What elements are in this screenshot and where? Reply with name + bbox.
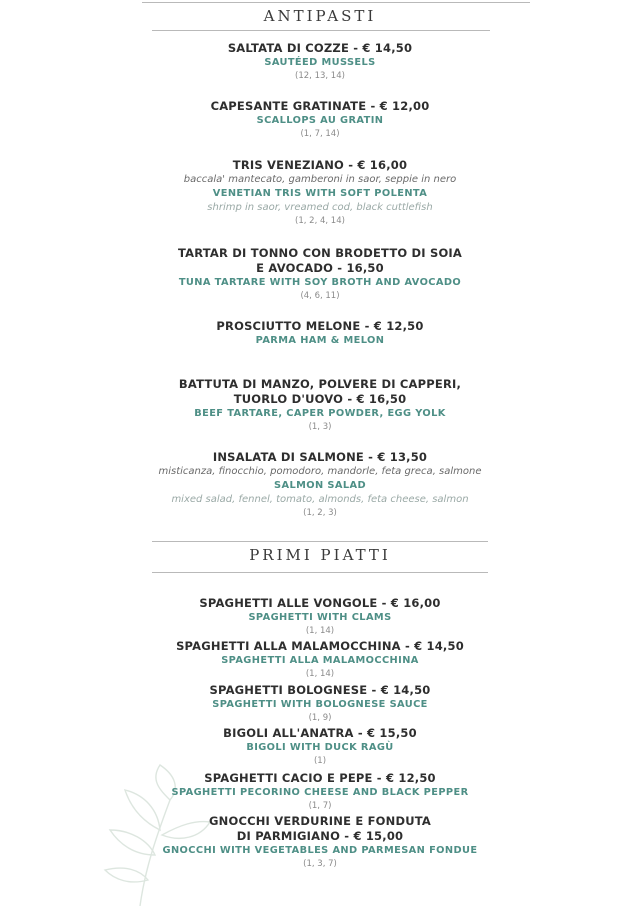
- dish-capesante-gratinate: [0, 99, 640, 141]
- dish-name-en: BIGOLI WITH DUCK RAGÙ: [246, 742, 394, 753]
- dish-name-en: SPAGHETTI PECORINO CHEESE AND BLACK PEPPER: [171, 787, 469, 798]
- allergens: (1): [313, 756, 327, 766]
- allergens: (4, 6, 11): [300, 291, 340, 301]
- dish-battuta-di-manzo: [0, 377, 640, 434]
- dish-name: SPAGHETTI ALLE VONGOLE - € 16,00: [199, 596, 441, 610]
- antipasti-underline: [152, 30, 490, 31]
- dish-description: misticanza, finocchio, pomodoro, mandorle, feta greca, salmone: [158, 466, 482, 477]
- dish-name-line-1: BATTUTA DI MANZO, POLVERE DI CAPPERI,: [178, 377, 462, 391]
- dish-bigoli-anatra: [0, 726, 640, 768]
- dish-name: BIGOLI ALL'ANATRA - € 15,50: [223, 726, 417, 740]
- dish-insalata-di-salmone: [0, 450, 640, 520]
- dish-name: TRIS VENEZIANO - € 16,00: [232, 158, 408, 172]
- dish-spaghetti-cacio-pepe: [0, 771, 640, 813]
- primi-rule-bottom: [152, 572, 488, 573]
- dish-description: baccala' mantecato, gamberoni in saor, seppie in nero: [183, 174, 457, 185]
- dish-spaghetti-bolognese: [0, 683, 640, 725]
- primi-title: PRIMI PIATTI: [249, 546, 391, 564]
- allergens: (1, 9): [308, 713, 332, 723]
- dish-name-line-2: TUORLO D'UOVO - € 16,50: [233, 392, 407, 406]
- dish-name: CAPESANTE GRATINATE - € 12,00: [210, 99, 430, 113]
- dish-description-en: mixed salad, fennel, tomato, almonds, feta cheese, salmon: [171, 494, 469, 505]
- dish-tartar-di-tonno: [0, 246, 640, 303]
- dish-saltata-di-cozze: [0, 41, 640, 83]
- dish-name: PROSCIUTTO MELONE - € 12,50: [216, 319, 424, 333]
- allergens: (1, 14): [305, 669, 335, 679]
- dish-name: SPAGHETTI CACIO E PEPE - € 12,50: [204, 771, 436, 785]
- allergens: (1, 14): [305, 626, 335, 636]
- primi-rule-top: [152, 541, 488, 542]
- allergens: (1, 7): [308, 801, 332, 811]
- dish-name-en: VENETIAN TRIS WITH SOFT POLENTA: [212, 188, 428, 199]
- top-rule: [142, 2, 530, 3]
- allergens: (1, 3): [308, 422, 332, 432]
- dish-name-en: BEEF TARTARE, CAPER POWDER, EGG YOLK: [194, 408, 446, 419]
- allergens: (1, 2, 3): [303, 508, 337, 518]
- dish-name-en: SAUTÉED MUSSELS: [264, 57, 376, 68]
- dish-name-en: SPAGHETTI WITH BOLOGNESE SAUCE: [212, 699, 428, 710]
- dish-name-line-2: DI PARMIGIANO - € 15,00: [236, 829, 404, 843]
- dish-name-en: PARMA HAM & MELON: [255, 335, 385, 346]
- dish-name-line-1: GNOCCHI VERDURINE E FONDUTA: [209, 814, 431, 828]
- dish-name: SALTATA DI COZZE - € 14,50: [227, 41, 413, 55]
- dish-description-en: shrimp in saor, vreamed cod, black cuttlefish: [207, 202, 433, 213]
- dish-name: INSALATA DI SALMONE - € 13,50: [212, 450, 428, 464]
- dish-name-en: TUNA TARTARE WITH SOY BROTH AND AVOCADO: [178, 277, 462, 288]
- dish-name-en: GNOCCHI WITH VEGETABLES AND PARMESAN FONDUE: [162, 845, 478, 856]
- dish-name: SPAGHETTI BOLOGNESE - € 14,50: [209, 683, 431, 697]
- dish-name-line-2: E AVOCADO - 16,50: [256, 261, 384, 275]
- allergens: (12, 13, 14): [295, 71, 345, 81]
- dish-gnocchi-verdurine: [0, 814, 640, 871]
- dish-name-en: SCALLOPS AU GRATIN: [256, 115, 384, 126]
- allergens: (1, 7, 14): [300, 129, 340, 139]
- dish-name: SPAGHETTI ALLA MALAMOCCHINA - € 14,50: [176, 639, 464, 653]
- dish-name-en: SALMON SALAD: [274, 480, 366, 491]
- dish-tris-veneziano: [0, 158, 640, 228]
- allergens: (1, 2, 4, 14): [295, 216, 345, 226]
- dish-spaghetti-malamocchina: [0, 639, 640, 681]
- dish-name-en: SPAGHETTI ALLA MALAMOCCHINA: [221, 655, 419, 666]
- dish-prosciutto-melone: [0, 319, 640, 348]
- allergens: (1, 3, 7): [303, 859, 337, 869]
- dish-spaghetti-vongole: [0, 596, 640, 638]
- antipasti-title: ANTIPASTI: [263, 7, 377, 25]
- dish-name-line-1: TARTAR DI TONNO CON BRODETTO DI SOIA: [177, 246, 463, 260]
- dish-name-en: SPAGHETTI WITH CLAMS: [248, 612, 392, 623]
